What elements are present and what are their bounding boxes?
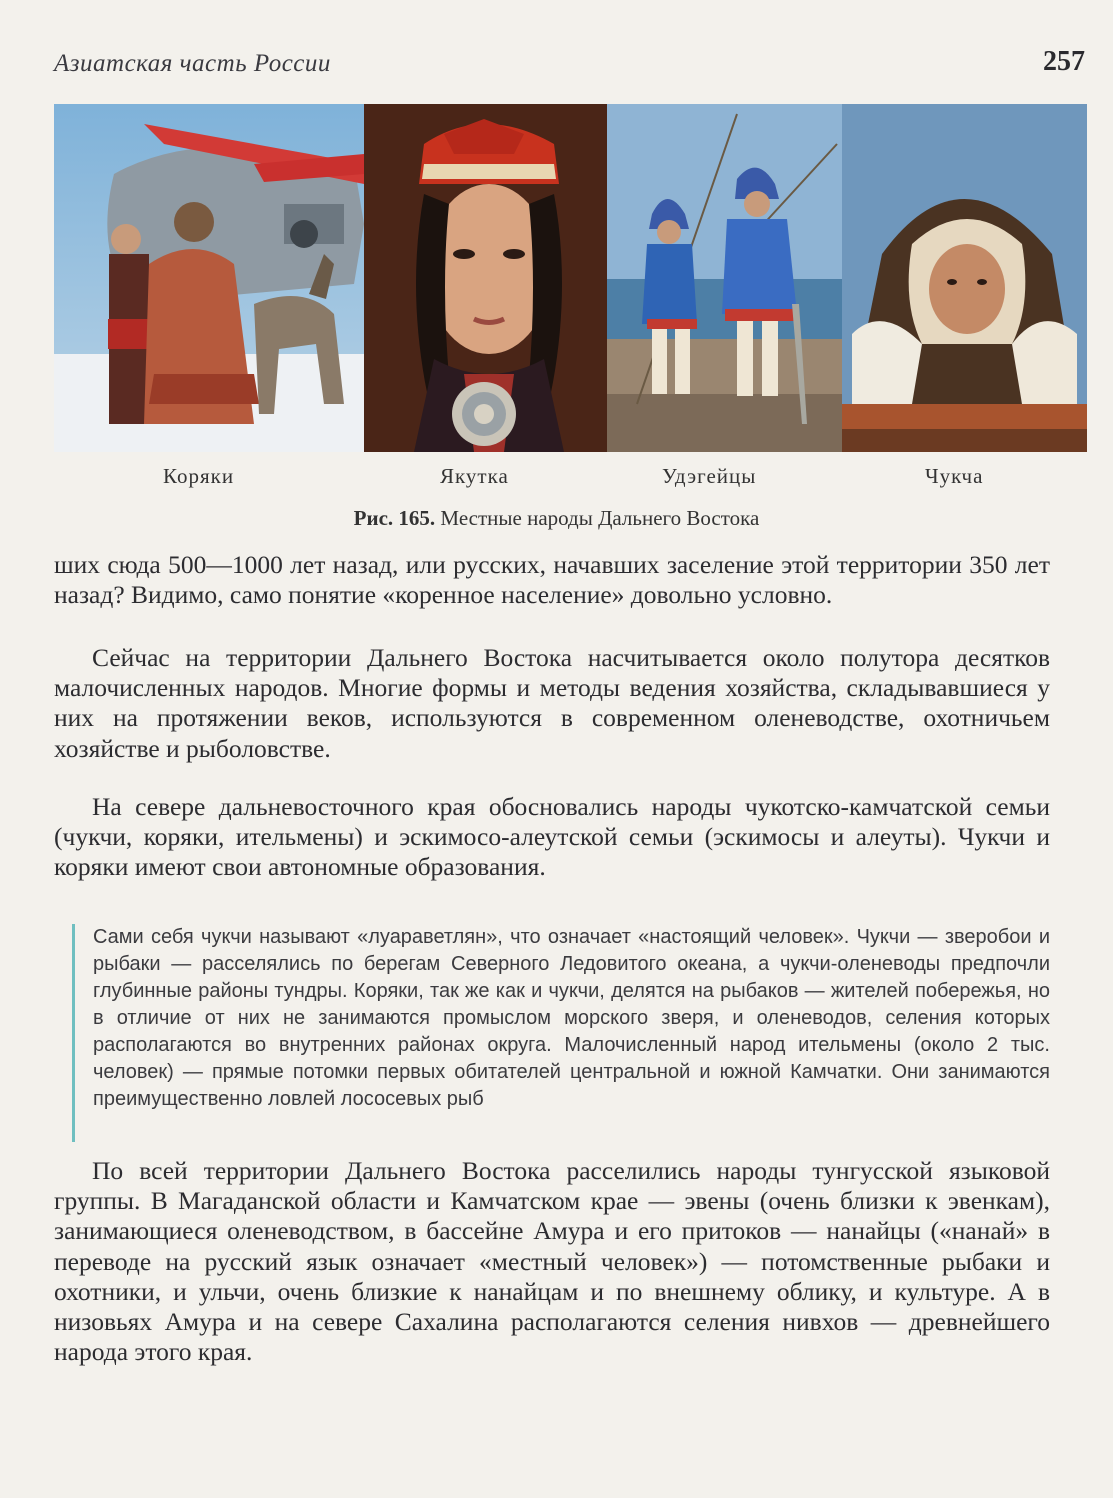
running-head: Азиатская часть России [54, 50, 331, 77]
figure-title-text: Местные народы Дальнего Востока [440, 506, 760, 530]
photo-chukchi-child [842, 104, 1087, 452]
paragraph-1 [54, 550, 1050, 610]
paragraph-1-text: ших сюда 500—1000 лет назад, или русских, начавших заселение этой территории 350 лет назад? Видимо, само понятие «коренное население» довольно условно. [54, 550, 1050, 610]
paragraph-4-text: По всей территории Дальнего Востока расселились народы тунгусской языковой группы. В Магаданской области и Камчатском крае — эвены (очень близки к эвенкам), занимающиеся оленеводством, в бассейне Амура и его притоков — нанайцы («нанай» в переводе на русский язык означает «местный человек») — потомственные рыбаки и охотники, и ульчи, очень близкие к нанайцам и по внешнему облику, и культуре. А в низовьях Амура и на севере Сахалина располагаются селения нивхов — древнейшего народа этого края. [54, 1156, 1050, 1367]
paragraph-3 [54, 792, 1050, 883]
sidebar-note-text: Сами себя чукчи называют «луараветлян», что означает «настоящий человек». Чукчи — зверобои и рыбаки — расселялись по берегам Северного Ледовитого океана, а чукчи-оленеводы предпочли глубинные районы тундры. Коряки, так же как и чукчи, делятся на рыбаков — жителей побережья, но в отличие от них не занимаются промыслом морского зверя, и оленеводов, селения которых располагаются во внутренних районах округа. Малочисленный народ ительмены (около 2 тыс. человек) — прямые потомки первых обитателей центральной и южной Камчатки. Они занимаются преимущественно ловлей лососевых рыб [93, 926, 1050, 1110]
figure-captions [0, 464, 1113, 494]
photo-udege-men [607, 104, 842, 452]
figure-number: Рис. 165. [353, 506, 436, 530]
paragraph-4 [54, 1156, 1050, 1367]
photo-yakut-woman [364, 104, 607, 452]
sidebar-note [72, 924, 1050, 1142]
figure-photo-strip [54, 104, 1087, 452]
caption-yakut-woman: Якутка [440, 464, 509, 488]
caption-koryaks: Коряки [163, 464, 235, 488]
photo-koryaks [54, 104, 364, 452]
paragraph-2-text: Сейчас на территории Дальнего Востока насчитывается около полутора десятков малочисленных народов. Многие формы и методы ведения хозяйства, складывавшиеся у них на протяжении веков, используются в современном оленеводстве, охотничьем хозяйстве и рыболовстве. [54, 643, 1050, 763]
paragraph-2 [54, 643, 1050, 764]
caption-udege: Удэгейцы [662, 464, 757, 488]
caption-chukchi: Чукча [925, 464, 984, 488]
figure-title [0, 506, 1113, 531]
page-number: 257 [1043, 46, 1085, 77]
paragraph-3-text: На севере дальневосточного края обосновались народы чукотско-камчатской семьи (чукчи, коряки, ительмены) и эскимосо-алеутской семьи (эскимосы и алеуты). Чукчи и коряки имеют свои автономные образования. [54, 792, 1050, 882]
